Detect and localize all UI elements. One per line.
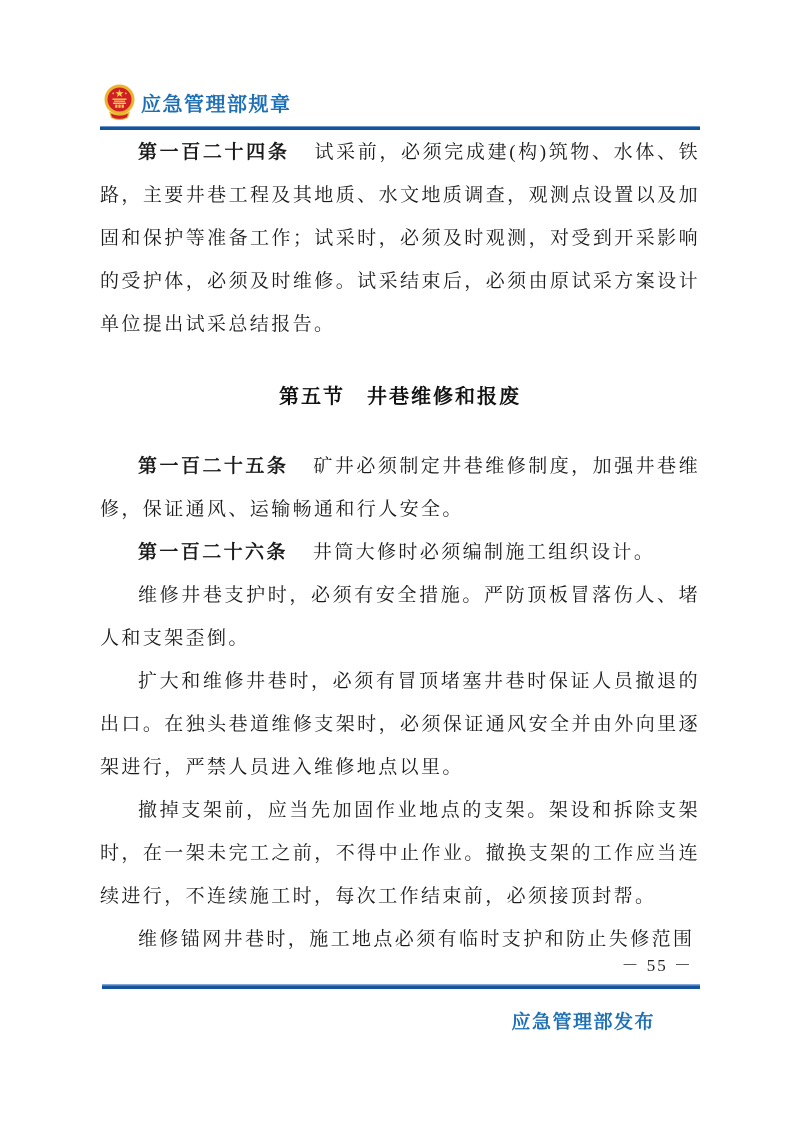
paragraph-expand-repair: 扩大和维修井巷时，必须有冒顶堵塞井巷时保证人员撤退的出口。在独头巷道维修支架时，必须保证通风安全并由外向里逐架进行，严禁人员进入维修地点以里。 — [100, 671, 700, 778]
paragraph-anchor-net: 维修锚网井巷时，施工地点必须有临时支护和防止失修范围 — [138, 929, 695, 950]
page-header — [103, 83, 292, 121]
paragraph-support-safety: 维修井巷支护时，必须有安全措施。严防顶板冒落伤人、堵人和支架歪倒。 — [100, 585, 700, 649]
article-126-text: 井筒大修时必须编制施工组织设计。 — [312, 542, 656, 563]
article-125-number: 第一百二十五条 — [138, 456, 289, 477]
section-heading: 第五节 井巷维修和报废 — [279, 386, 521, 408]
china-national-emblem-icon — [103, 84, 136, 120]
document-body — [100, 131, 700, 961]
article-124-text: 试采前，必须完成建(构)筑物、水体、铁路，主要井巷工程及其地质、水文地质调查，观测点设置以及加固和保护等准备工作；试采时，必须及时观测，对受到开采影响的受护体，必须及时维修。试采结束后，必须由原试采方案设计单位提出试采总结报告。 — [100, 142, 700, 335]
header-title: 应急管理部规章 — [141, 93, 292, 116]
page-number: － 55 － — [621, 956, 693, 975]
article-126-paragraph — [100, 531, 700, 574]
article-125-text: 矿井必须制定井巷维修制度，加强井巷维修，保证通风、运输畅通和行人安全。 — [100, 456, 700, 520]
article-125-paragraph — [100, 445, 700, 531]
footer-publisher: 应急管理部发布 — [511, 1012, 655, 1033]
header-divider — [100, 126, 700, 130]
article-126-number: 第一百二十六条 — [138, 542, 288, 563]
footer-divider — [102, 984, 700, 989]
article-124-paragraph — [100, 131, 700, 346]
paragraph-remove-support: 撤掉支架前，应当先加固作业地点的支架。架设和拆除支架时，在一架未完工之前，不得中止作业。撤换支架的工作应当连续进行，不连续施工时，每次工作结束前，必须接顶封帮。 — [100, 800, 700, 907]
article-124-number: 第一百二十四条 — [138, 142, 290, 163]
